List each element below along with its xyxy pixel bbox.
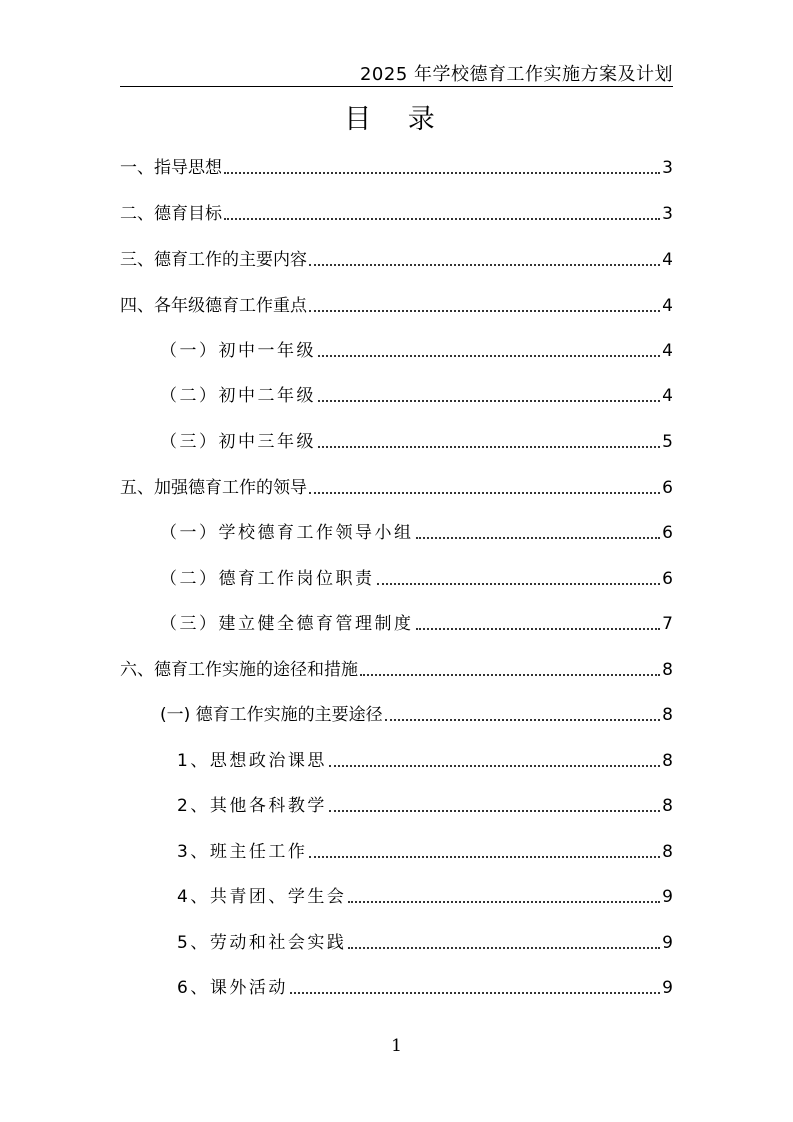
- toc-entry-page: 9: [662, 978, 673, 998]
- toc-entry-label: 六、德育工作实施的途径和措施: [120, 660, 358, 680]
- dot-leader: [309, 310, 660, 312]
- toc-entry-label: 6、课外活动: [177, 978, 288, 998]
- toc-entry-page: 9: [662, 933, 673, 953]
- toc-entry-youth-league[interactable]: [177, 883, 673, 907]
- toc-entry-approaches-measures[interactable]: [120, 656, 673, 680]
- toc-entry-job-duties[interactable]: [160, 565, 673, 589]
- toc-entry-class-teacher[interactable]: [177, 838, 673, 862]
- toc-entry-page: 9: [662, 887, 673, 907]
- toc-entry-grade-9[interactable]: [160, 428, 673, 452]
- toc-entry-labor-practice[interactable]: [177, 929, 673, 953]
- toc-entry-leadership[interactable]: [120, 474, 673, 498]
- toc-entry-label: 1、思想政治课思: [177, 751, 327, 771]
- toc-entry-page: 4: [662, 296, 673, 316]
- toc-entry-label: 一、指导思想: [120, 158, 222, 178]
- toc-entry-label: （三）初中三年级: [160, 432, 316, 452]
- toc-entry-label: 4、共青团、学生会: [177, 887, 347, 907]
- toc-entry-grade-7[interactable]: [160, 337, 673, 361]
- toc-entry-grade-focus[interactable]: [120, 292, 673, 316]
- toc-entry-page: 5: [662, 432, 673, 452]
- dot-leader: [329, 810, 660, 812]
- dot-leader: [377, 583, 661, 585]
- dot-leader: [416, 537, 661, 539]
- toc-entry-guiding-thought[interactable]: [120, 154, 673, 178]
- toc-entry-page: 8: [662, 705, 673, 725]
- toc-entry-label: 2、其他各科教学: [177, 796, 327, 816]
- toc-entry-page: 8: [662, 660, 673, 680]
- dot-leader: [318, 355, 660, 357]
- toc-entry-page: 8: [662, 796, 673, 816]
- toc-entry-page: 6: [662, 523, 673, 543]
- dot-leader: [318, 446, 660, 448]
- toc-entry-label: （一）学校德育工作领导小组: [160, 523, 414, 543]
- toc-entry-main-content[interactable]: [120, 246, 673, 270]
- toc-entry-page: 6: [662, 478, 673, 498]
- toc-entry-label: （二）初中二年级: [160, 386, 316, 406]
- dot-leader: [385, 719, 661, 721]
- toc-entry-page: 3: [662, 204, 673, 224]
- toc-entry-politics-class[interactable]: [177, 747, 673, 771]
- toc-entry-page: 6: [662, 569, 673, 589]
- dot-leader: [290, 992, 660, 994]
- toc-entry-main-approaches[interactable]: [160, 701, 673, 725]
- toc-entry-label: 二、德育目标: [120, 204, 222, 224]
- toc-entry-label: 四、各年级德育工作重点: [120, 296, 307, 316]
- toc-entry-grade-8[interactable]: [160, 382, 673, 406]
- dot-leader: [224, 172, 660, 174]
- dot-leader: [360, 674, 660, 676]
- toc-entry-label: （一）初中一年级: [160, 341, 316, 361]
- toc-entry-page: 7: [662, 614, 673, 634]
- toc-entry-moral-goals[interactable]: [120, 200, 673, 224]
- dot-leader: [309, 856, 660, 858]
- dot-leader: [348, 947, 660, 949]
- dot-leader: [309, 492, 660, 494]
- dot-leader: [224, 218, 660, 220]
- toc-entry-leading-group[interactable]: [160, 519, 673, 543]
- toc-entry-label: （三）建立健全德育管理制度: [160, 614, 414, 634]
- toc-entry-page: 8: [662, 842, 673, 862]
- dot-leader: [329, 765, 660, 767]
- toc-entry-page: 8: [662, 751, 673, 771]
- toc-title: 目 录: [344, 104, 449, 135]
- toc-entry-label: （二）德育工作岗位职责: [160, 569, 375, 589]
- toc-entry-extracurricular[interactable]: [177, 974, 673, 998]
- page-number: 1: [391, 1036, 402, 1056]
- toc-entry-label: 三、德育工作的主要内容: [120, 250, 307, 270]
- toc-entry-page: 3: [662, 158, 673, 178]
- dot-leader: [318, 400, 660, 402]
- toc-entry-label: 3、班主任工作: [177, 842, 308, 862]
- toc-entry-page: 4: [662, 250, 673, 270]
- dot-leader: [309, 264, 660, 266]
- toc-entry-label: 5、劳动和社会实践: [177, 933, 347, 953]
- toc-entry-page: 4: [662, 341, 673, 361]
- toc-entry-label: 五、加强德育工作的领导: [120, 478, 307, 498]
- dot-leader: [348, 901, 660, 903]
- header-title: 2025 年学校德育工作实施方案及计划: [359, 64, 673, 85]
- toc-entry-management-system[interactable]: [160, 610, 673, 634]
- toc-entry-other-subjects[interactable]: [177, 792, 673, 816]
- dot-leader: [416, 628, 661, 630]
- toc-entry-label: (一) 德育工作实施的主要途径: [160, 705, 383, 725]
- toc-entry-page: 4: [662, 386, 673, 406]
